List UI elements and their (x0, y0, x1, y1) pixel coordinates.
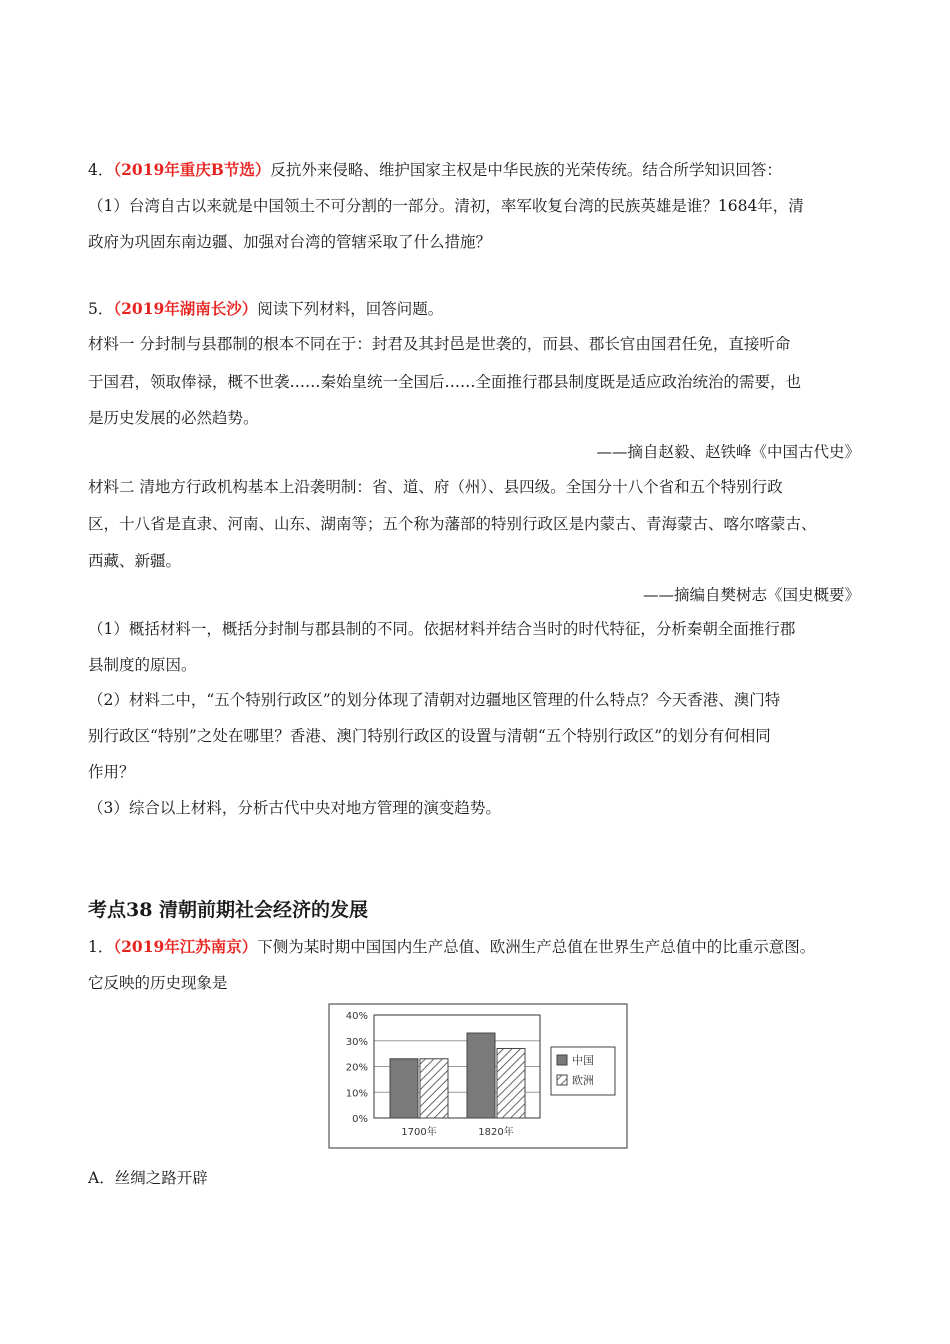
q5-material2-line2: 区，十八省是直隶、河南、山东、湖南等；五个称为藩部的特别行政区是内蒙古、青海蒙古、喀尔喀蒙古、 (88, 515, 817, 533)
gdp-share-chart (328, 1003, 630, 1151)
q5-sub1-line2: 县制度的原因。 (88, 656, 197, 674)
bar-china (467, 1033, 495, 1118)
q4-stem-line (88, 160, 782, 180)
legend-label-europe: 欧洲 (572, 1074, 594, 1087)
x-tick-label: 1820年 (478, 1127, 514, 1138)
q1-stem-line2: 它反映的历史现象是 (88, 974, 228, 992)
q4-source: （2019年重庆B节选） (113, 160, 271, 179)
q5-sub2-line2: 别行政区“特别”之处在哪里？香港、澳门特别行政区的设置与清朝“五个特别行政区”的划分有何相同 (88, 727, 771, 745)
q5-sub2-line1: （2）材料二中，“五个特别行政区”的划分体现了清朝对边疆地区管理的什么特点？今天香港、澳门特 (88, 691, 781, 709)
legend-swatch-europe (557, 1075, 567, 1085)
legend-swatch-china (557, 1055, 567, 1065)
q5-stem: 阅读下列材料，回答问题。 (257, 300, 444, 318)
x-tick-label: 1700年 (401, 1127, 437, 1138)
y-tick-label: 30% (345, 1036, 368, 1048)
bar-europe (420, 1059, 448, 1118)
q5-material2-line3: 西藏、新疆。 (88, 552, 182, 570)
bar-europe (497, 1048, 525, 1118)
legend-label-china: 中国 (572, 1054, 594, 1067)
y-tick-label: 10% (345, 1088, 368, 1100)
y-tick-label: 40% (345, 1011, 368, 1022)
section-title: 考点38 清朝前期社会经济的发展 (88, 899, 369, 921)
q1-number: 1． (88, 938, 114, 956)
q1-option-a: A．丝绸之路开辟 (88, 1169, 208, 1187)
q5-source: （2019年湖南长沙） (113, 299, 258, 318)
q5-number: 5． (88, 300, 114, 318)
y-tick-label: 20% (345, 1062, 368, 1074)
q4-sub1-line2: 政府为巩固东南边疆、加强对台湾的管辖采取了什么措施？ (88, 233, 492, 251)
q4-stem: 反抗外来侵略、维护国家主权是中华民族的光荣传统。结合所学知识回答： (270, 161, 782, 179)
q1-source: （2019年江苏南京） (113, 937, 258, 956)
y-tick-label: 0% (352, 1114, 368, 1125)
bar-china (390, 1059, 418, 1118)
q4-sub1-line1: （1）台湾自古以来就是中国领土不可分割的一部分。清初，率军收复台湾的民族英雄是谁？1684年，清 (88, 197, 804, 215)
q5-sub2-line3: 作用？ (88, 763, 135, 781)
gdp-share-chart-svg (328, 1003, 630, 1151)
q5-material1-line1: 材料一 分封制与县郡制的根本不同在于：封君及其封邑是世袭的，而县、郡长官由国君任免，直接听命 (88, 335, 791, 353)
q5-material1-line2: 于国君，领取俸禄，概不世袭……秦始皇统一全国后……全面推行郡县制度既是适应政治统治的需要，也 (88, 373, 802, 391)
q5-sub3-line1: （3）综合以上材料，分析古代中央对地方管理的演变趋势。 (88, 799, 501, 817)
q5-sub1-line1: （1）概括材料一，概括分封制与郡县制的不同。依据材料并结合当时的时代特征，分析秦朝全面推行郡 (88, 620, 796, 638)
q5-material1-line3: 是历史发展的必然趋势。 (88, 409, 259, 427)
q5-stem-line (88, 299, 443, 319)
q4-number: 4． (88, 161, 114, 179)
q1-stem: 下侧为某时期中国国内生产总值、欧洲生产总值在世界生产总值中的比重示意图。 (257, 938, 816, 956)
q5-material2-citation: ——摘编自樊树志《国史概要》 (642, 586, 860, 604)
q5-material2-line1: 材料二 清地方行政机构基本上沿袭明制：省、道、府（州）、县四级。全国分十八个省和五个特别行政 (88, 478, 783, 496)
q5-material1-citation: ——摘自赵毅、赵铁峰《中国古代史》 (596, 443, 860, 461)
q1-stem-line1 (88, 937, 815, 957)
